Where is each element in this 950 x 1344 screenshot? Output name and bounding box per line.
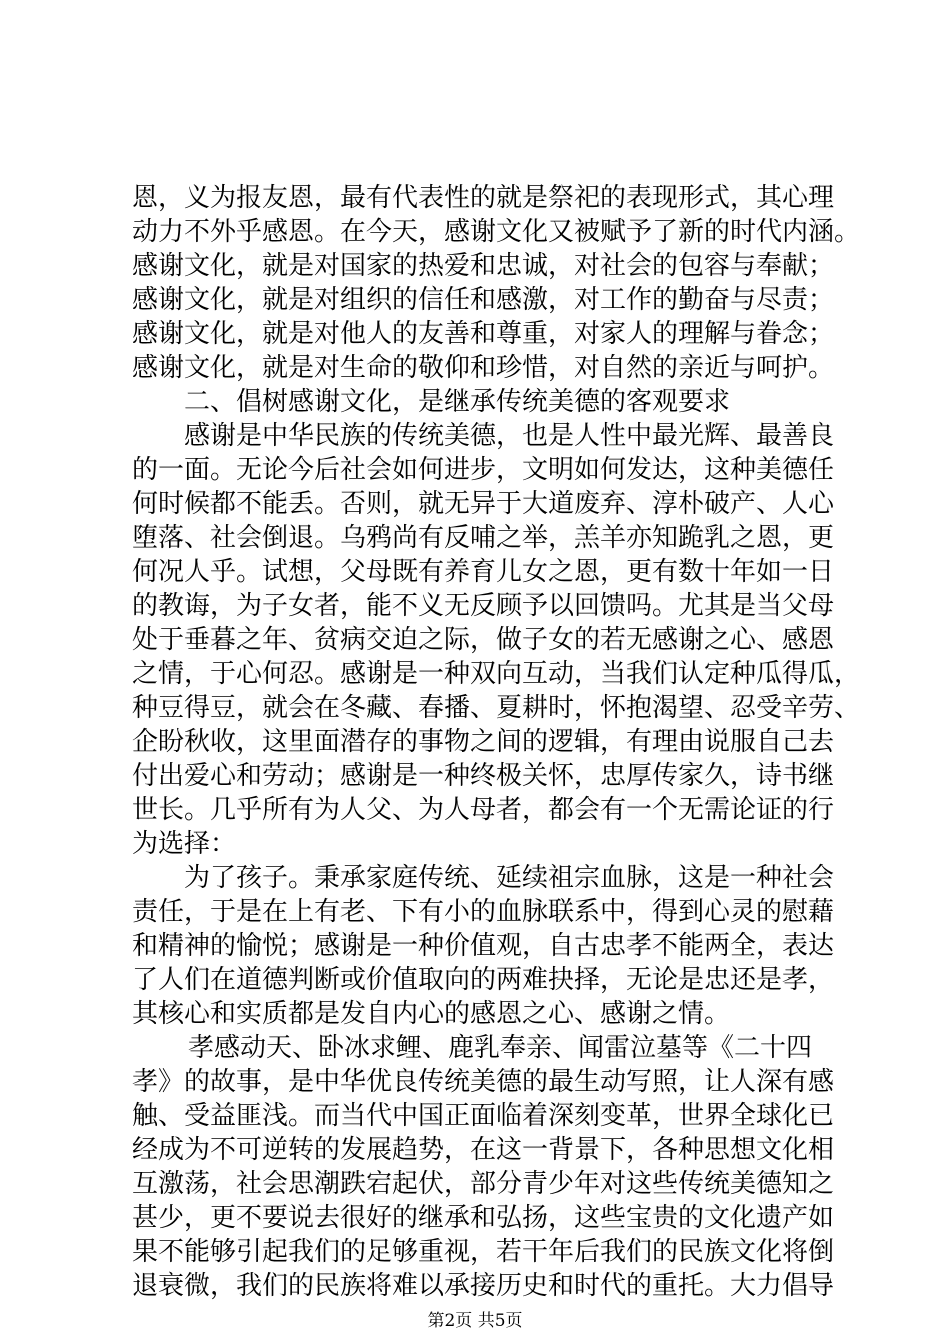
text-line: 企盼秋收，这里面潜存的事物之间的逻辑，有理由说服自己去 [132, 727, 835, 757]
text-line: 付出爱心和劳动；感谢是一种终极关怀，忠厚传家久，诗书继 [132, 761, 835, 791]
text-line: 退衰微，我们的民族将难以承接历史和时代的重托。大力倡导 [132, 1271, 835, 1301]
text-line: 果不能够引起我们的足够重视，若干年后我们的民族文化将倒 [132, 1237, 835, 1267]
text-line: 责任，于是在上有老、下有小的血脉联系中，得到心灵的慰藉 [132, 897, 835, 927]
text-line: 感谢是中华民族的传统美德，也是人性中最光辉、最善良 [184, 421, 835, 451]
text-line: 恩，义为报友恩，最有代表性的就是祭祀的表现形式，其心理 [132, 183, 835, 213]
text-line: 动力不外乎感恩。在今天，感谢文化又被赋予了新的时代内涵。 [132, 217, 861, 247]
text-line: 感谢文化，就是对生命的敬仰和珍惜，对自然的亲近与呵护。 [132, 353, 835, 383]
text-line: 的教诲，为子女者，能不义无反顾予以回馈吗。尤其是当父母 [132, 591, 835, 621]
text-line: 种豆得豆，就会在冬藏、春播、夏耕时，怀抱渴望、忍受辛劳、 [132, 693, 861, 723]
text-line: 其核心和实质都是发自内心的感恩之心、感谢之情。 [132, 999, 731, 1029]
text-line: 感谢文化，就是对组织的信任和感激，对工作的勤奋与尽责； [132, 285, 835, 315]
text-line: 堕落、社会倒退。乌鸦尚有反哺之举，羔羊亦知跪乳之恩，更 [132, 523, 835, 553]
text-line: 触、受益匪浅。而当代中国正面临着深刻变革，世界全球化已 [132, 1101, 835, 1131]
text-line: 甚少，更不要说去很好的继承和弘扬，这些宝贵的文化遗产如 [132, 1203, 835, 1233]
text-line: 感谢文化，就是对国家的热爱和忠诚，对社会的包容与奉献； [132, 251, 835, 281]
text-line: 的一面。无论今后社会如何进步，文明如何发达，这种美德任 [132, 455, 835, 485]
page-footer: 第2页 共5页 [427, 1311, 523, 1331]
text-line: 处于垂暮之年、贫病交迫之际，做子女的若无感谢之心、感恩 [132, 625, 835, 655]
text-line: 为选择： [132, 829, 237, 859]
text-line: 为了孩子。秉承家庭传统、延续祖宗血脉，这是一种社会 [184, 863, 835, 893]
section-heading: 二、倡树感谢文化，是继承传统美德的客观要求 [184, 387, 731, 417]
text-line: 了人们在道德判断或价值取向的两难抉择，无论是忠还是孝， [132, 965, 835, 995]
text-line: 孝》的故事，是中华优良传统美德的最生动写照，让人深有感 [132, 1067, 835, 1097]
text-line: 世长。几乎所有为人父、为人母者，都会有一个无需论证的行 [132, 795, 835, 825]
text-line: 经成为不可逆转的发展趋势，在这一背景下，各种思想文化相 [132, 1135, 835, 1165]
text-line: 和精神的愉悦；感谢是一种价值观，自古忠孝不能两全，表达 [132, 931, 835, 961]
text-line: 之情，于心何忍。感谢是一种双向互动，当我们认定种瓜得瓜， [132, 659, 861, 689]
text-line: 何时候都不能丢。否则，就无异于大道废弃、淳朴破产、人心 [132, 489, 835, 519]
text-line: 孝感动天、卧冰求鲤、鹿乳奉亲、闻雷泣墓等《二十四 [188, 1033, 813, 1063]
text-line: 互激荡，社会思潮跌宕起伏，部分青少年对这些传统美德知之 [132, 1169, 835, 1199]
text-line: 感谢文化，就是对他人的友善和尊重，对家人的理解与眷念； [132, 319, 835, 349]
text-line: 何况人乎。试想，父母既有养育儿女之恩，更有数十年如一日 [132, 557, 835, 587]
